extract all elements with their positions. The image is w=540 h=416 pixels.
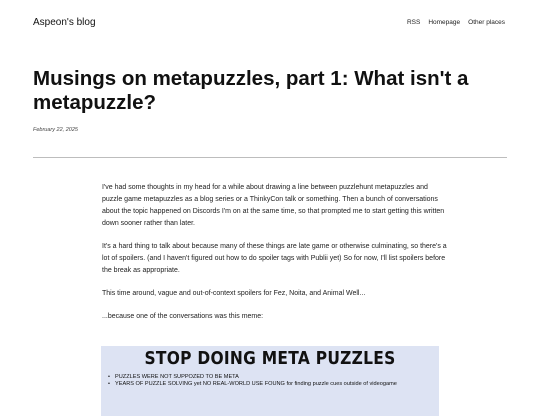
nav-rss-link[interactable]: RSS	[406, 19, 421, 26]
post-paragraph: I've had some thoughts in my head for a while about drawing a line between puzzlehunt metapuzzles and puzzle game metapuzzles as a blog series or a ThinkyCon talk or something. Then a bunch of conversations about the topic happened on Discords I'm on at the same time, so that prompted me to start getting this written down sooner rather than later.	[102, 184, 445, 227]
meme-bullet: • YEARS OF PUZZLE SOLVING yet NO REAL-WORLD USE FOUNG for finding puzzle cues outside of videogame	[107, 381, 433, 388]
post-paragraph: It's a hard thing to talk about because many of these things are late game or otherwise culminating, so there's a lot of spoilers. (and I haven't figured out how to do spoiler tags with Publii yet) So for now, I'll list spoilers before the break as appropriate.	[102, 243, 447, 274]
meme-image	[101, 346, 439, 416]
nav-other-places-link[interactable]: Other places	[468, 19, 505, 26]
post-title: Musings on metapuzzles, part 1: What isn't a metapuzzle?	[33, 67, 469, 114]
post-body	[102, 182, 448, 334]
post-paragraph: This time around, vague and out-of-context spoilers for Fez, Noita, and Animal Well...	[102, 290, 366, 297]
nav-homepage-link[interactable]: Homepage	[428, 19, 461, 26]
meme-title: STOP DOING META PUZZLES	[144, 348, 396, 369]
post-date: February 22, 2025	[33, 127, 78, 133]
site-header	[0, 0, 540, 50]
post-paragraph: ...because one of the conversations was this meme:	[102, 313, 264, 320]
header-divider	[33, 157, 507, 158]
site-title-link[interactable]: Aspeon's blog	[33, 17, 96, 28]
meme-bullet: • PUZZLES WERE NOT SUPPOZED TO BE META	[107, 374, 433, 381]
meme-bullet-list	[107, 374, 433, 388]
top-nav	[407, 19, 505, 26]
